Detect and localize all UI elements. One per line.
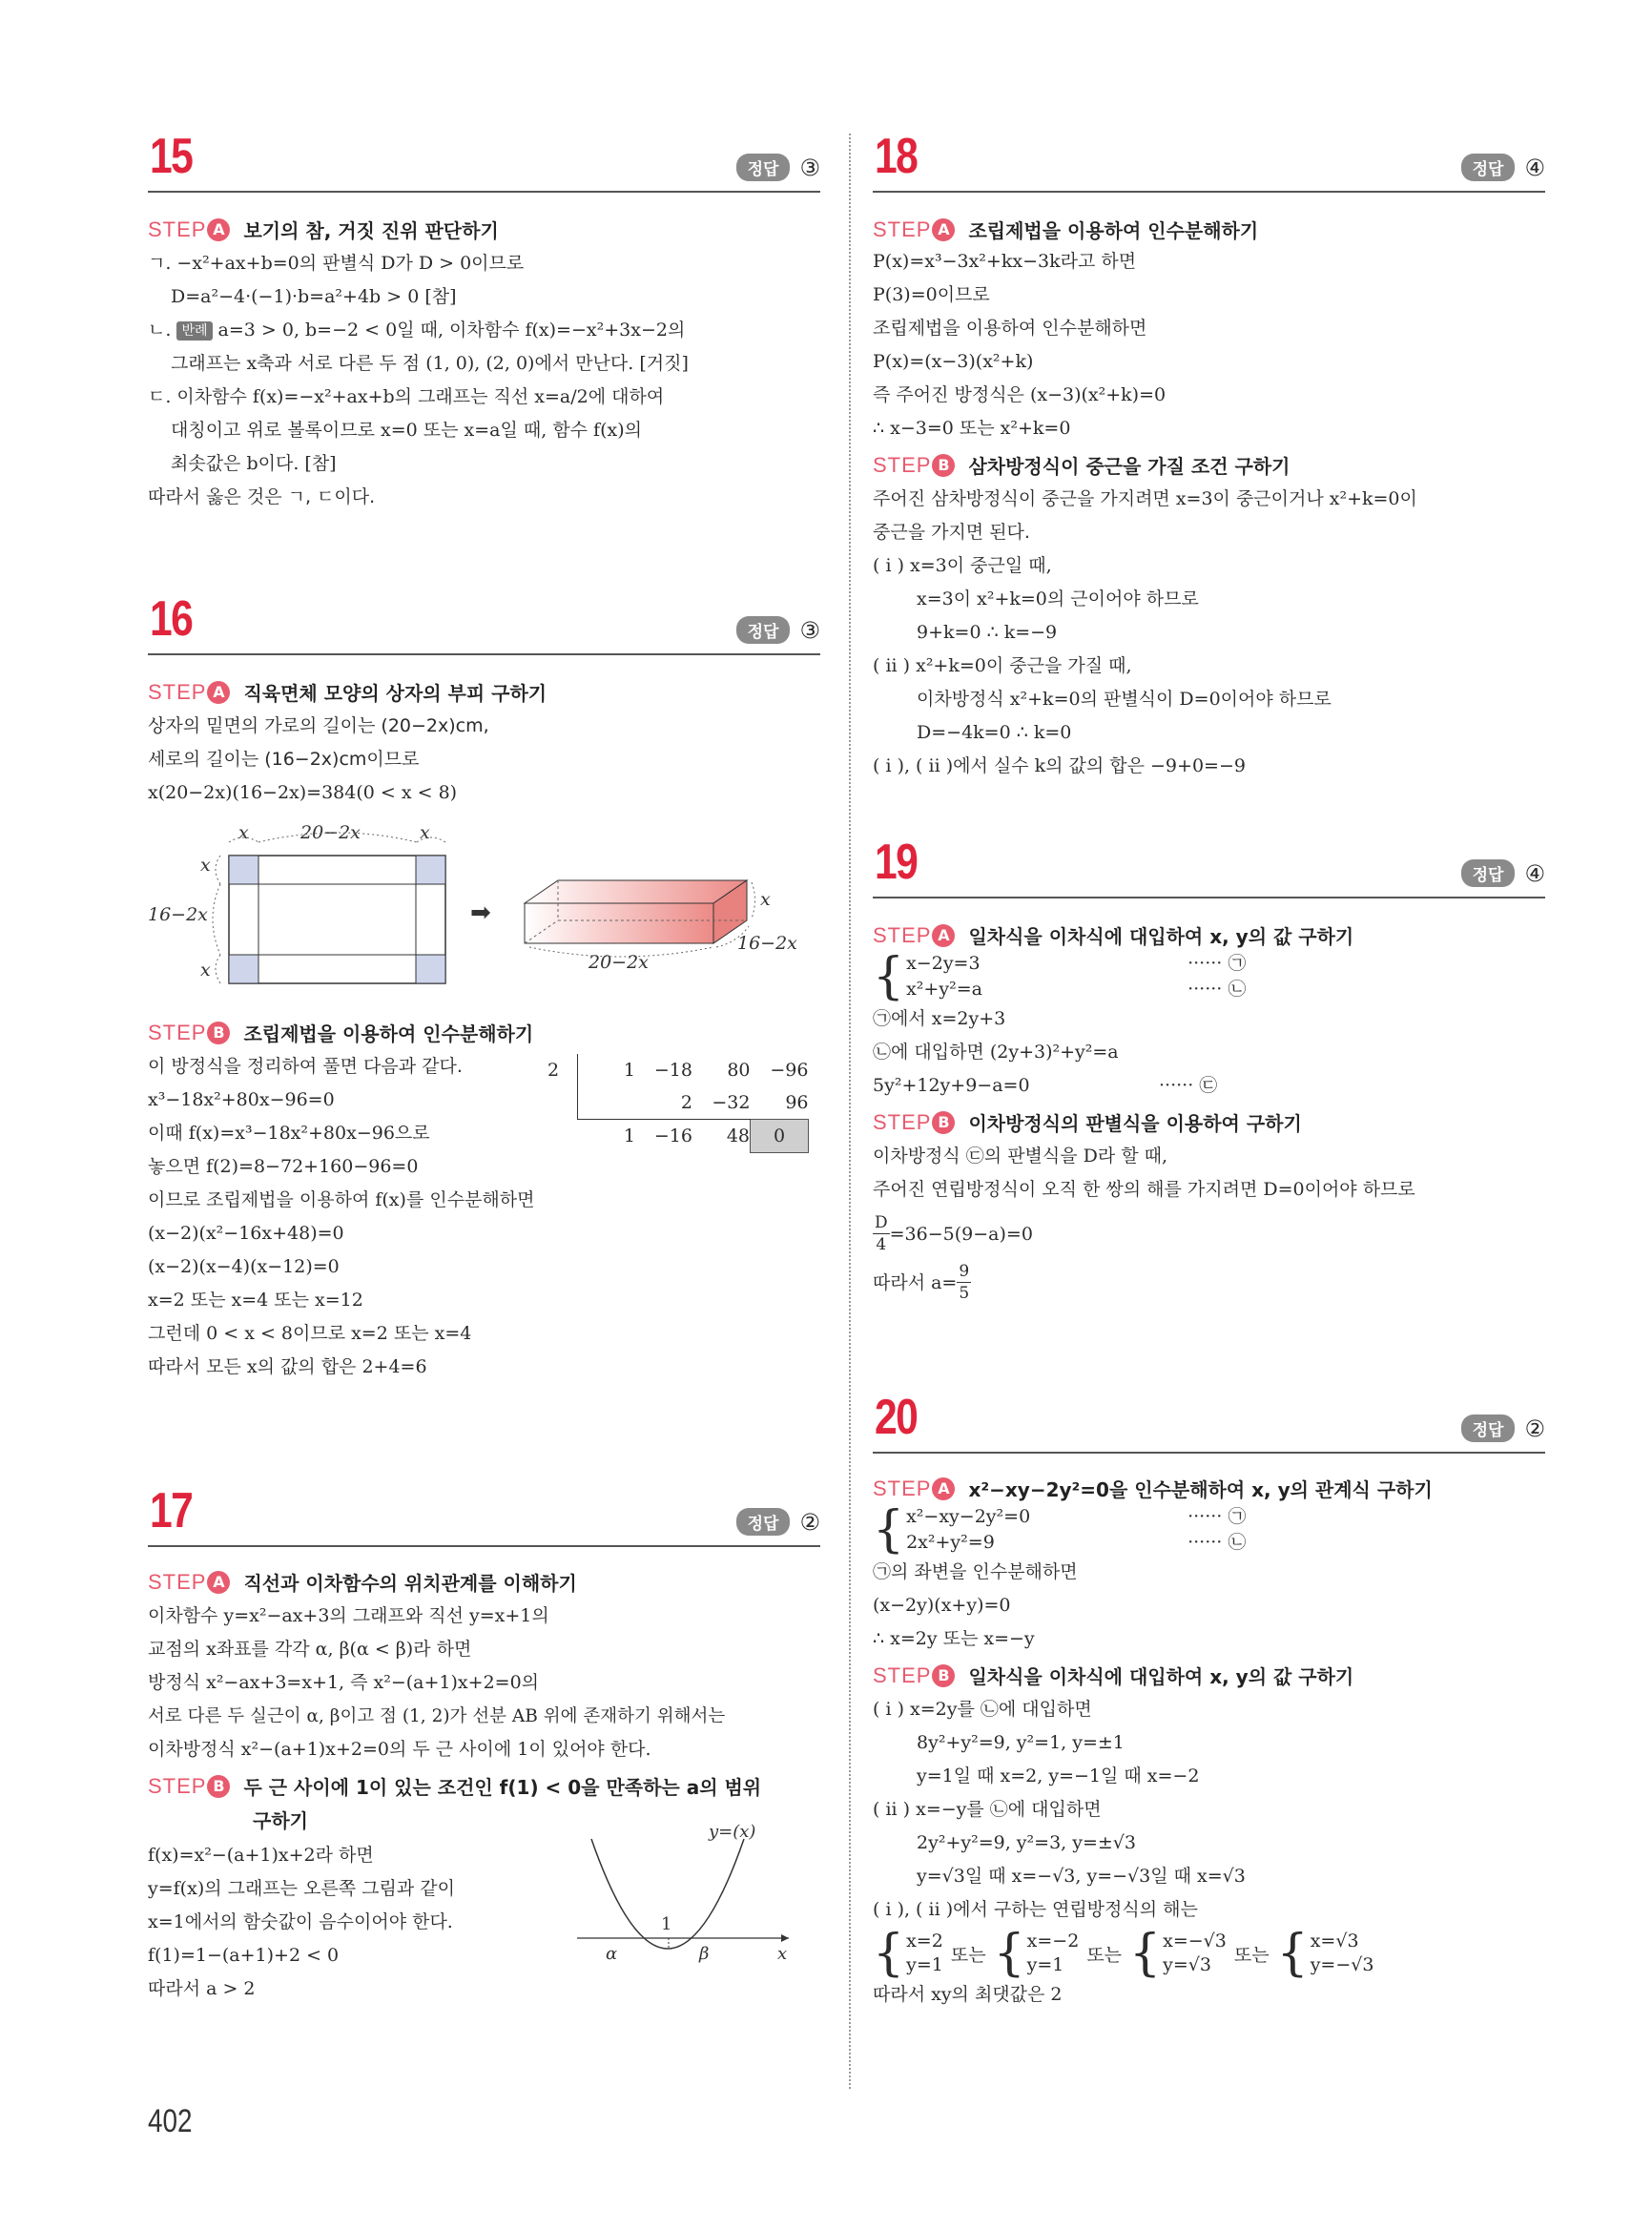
answer-value: ③ — [799, 154, 820, 181]
equation: x−2y=3 — [906, 953, 981, 974]
problem-number: 17 — [150, 1483, 193, 1538]
step-title: x²−xy−2y²=0을 인수분해하여 x, y의 관계식 구하기 — [968, 1478, 1433, 1501]
solution-x: x=−√3 — [1163, 1931, 1227, 1951]
text-line: ㄱ. −x²+ax+b=0의 판별식 D가 D > 0이므로 — [148, 253, 525, 274]
equation-tag: ······ ㉠ — [1187, 1506, 1247, 1527]
solution-y: y=1 — [906, 1954, 943, 1975]
column-divider — [849, 134, 851, 2089]
step-label: STEP — [873, 217, 932, 241]
text-line: 세로의 길이는 (16−2x)cm이므로 — [148, 749, 420, 770]
answer-box — [736, 154, 820, 181]
text-line: ( i ), ( ii )에서 실수 k의 값의 합은 −9+0=−9 — [873, 755, 1246, 776]
step-title: 삼차방정식이 중근을 가질 조건 구하기 — [968, 455, 1291, 478]
fraction-den: 4 — [876, 1235, 887, 1254]
synthetic-cell: 96 — [785, 1092, 809, 1113]
text-line: 이므로 조립제법을 이용하여 f(x)를 인수분해하면 — [148, 1189, 535, 1210]
problem-15 — [148, 129, 820, 514]
answer-box — [736, 616, 820, 644]
text-span: 따라서 a= — [873, 1271, 958, 1293]
step-b-heading — [148, 1019, 820, 1046]
answer-badge: 정답 — [736, 154, 791, 181]
fraction-den: 5 — [959, 1284, 970, 1303]
text-line: 따라서 모든 x의 값의 합은 2+4=6 — [148, 1356, 427, 1377]
dim-label-box-length: 20−2x — [589, 952, 649, 973]
problem-number: 20 — [875, 1390, 918, 1445]
answer-badge: 정답 — [736, 616, 791, 644]
net-outline — [229, 856, 445, 983]
problem-header — [873, 835, 1545, 898]
step-label: STEP — [148, 217, 207, 241]
synthetic-cell: 1 — [578, 1054, 636, 1086]
synthetic-cell: 48 — [692, 1120, 751, 1153]
text-line: ( i ), ( ii )에서 구하는 연립방정식의 해는 — [873, 1899, 1198, 1920]
x-axis-arrow — [781, 1934, 789, 1942]
step-letter: B — [932, 1664, 955, 1687]
text-line: ∴ x−3=0 또는 x²+k=0 — [873, 418, 1071, 439]
text-line: ( i ) x=3이 중근일 때, — [873, 555, 1052, 576]
problem-header — [873, 1390, 1545, 1454]
text-line: 따라서 xy의 최댓값은 2 — [873, 1984, 1063, 2005]
fraction-num: D — [875, 1213, 888, 1232]
text-line: ( ii ) x²+k=0이 중근을 가질 때, — [873, 655, 1132, 676]
solution-pair: { x=−√3 y=√3 — [1129, 1925, 1227, 1982]
synthetic-cell: 1 — [578, 1120, 636, 1153]
fraction-num: 9 — [959, 1262, 970, 1281]
arrow-icon: ➡ — [470, 898, 491, 927]
text-line: x³−18x²+80x−96=0 — [148, 1089, 335, 1110]
answer-value: ③ — [799, 616, 820, 644]
step-label: STEP — [873, 1662, 932, 1687]
problem-19 — [873, 835, 1545, 1310]
text-line: 이 방정식을 정리하여 풀면 다음과 같다. — [148, 1056, 463, 1077]
text-line: D=a²−4·(−1)·b=a²+4b > 0 [참] — [171, 286, 457, 307]
text-line: 8y²+y²=9, y²=1, y=±1 — [917, 1732, 1125, 1753]
text-line: 이차방정식 x²+k=0의 판별식이 D=0이어야 하므로 — [917, 689, 1332, 710]
solution-x: x=√3 — [1310, 1931, 1359, 1951]
text-line: ㉠의 좌변을 인수분해하면 — [873, 1561, 1078, 1582]
text-line: ( i ) x=2y를 ㉡에 대입하면 — [873, 1699, 1092, 1720]
text-line: 대칭이고 위로 볼록이므로 x=0 또는 x=a일 때, 함수 f(x)의 — [171, 420, 642, 441]
solution-y: y=√3 — [1163, 1954, 1211, 1975]
beta-label: β — [699, 1944, 710, 1964]
problem-18 — [873, 129, 1545, 783]
text-line: 놓으면 f(2)=8−72+160−96=0 — [148, 1156, 419, 1177]
synthetic-cell — [578, 1086, 636, 1120]
answer-badge: 정답 — [736, 1508, 791, 1536]
dim-label-box-depth: 16−2x — [737, 933, 797, 954]
text-line: ∴ x=2y 또는 x=−y — [873, 1628, 1035, 1649]
text-line: 최솟값은 b이다. [참] — [171, 453, 337, 474]
text-line: x=2 또는 x=4 또는 x=12 — [148, 1290, 363, 1311]
or-word: 또는 — [1233, 1944, 1270, 1966]
text-line: P(x)=x³−3x²+kx−3k라고 하면 — [873, 251, 1137, 272]
text-span: a=3 > 0, b=−2 < 0일 때, 이차함수 f(x)=−x²+3x−2의 — [217, 320, 686, 341]
equation-tag: ······ ㉡ — [1187, 1532, 1247, 1553]
step-a-heading — [148, 678, 820, 706]
step-a-heading — [148, 1568, 820, 1596]
dim-label-x: x — [420, 822, 430, 843]
synthetic-cell: −32 — [712, 1092, 751, 1113]
text-line: (x−2)(x²−16x+48)=0 — [148, 1223, 344, 1244]
text-line: P(3)=0이므로 — [873, 284, 990, 305]
or-word: 또는 — [950, 1944, 986, 1966]
step-title: 조립제법을 이용하여 인수분해하기 — [243, 1022, 534, 1045]
synthetic-cell: 80 — [727, 1060, 751, 1081]
solution-pair: { x=−2 y=1 — [993, 1925, 1080, 1982]
step-b-heading — [873, 1108, 1545, 1136]
final-line — [873, 1261, 1545, 1304]
step-b-heading — [148, 1772, 820, 1800]
text-line: 그런데 0 < x < 8이므로 x=2 또는 x=4 — [148, 1323, 472, 1344]
corner-square — [229, 955, 258, 983]
step-letter: B — [207, 1775, 230, 1798]
dim-label-top: 20−2x — [300, 822, 361, 843]
step-label: STEP — [148, 1773, 207, 1798]
equation: x²+y²=a — [906, 979, 982, 1000]
step-title: 보기의 참, 거짓 진위 판단하기 — [243, 219, 499, 242]
text-line: 조립제법을 이용하여 인수분해하면 — [873, 318, 1147, 339]
dim-label-box-height: x — [760, 889, 771, 910]
step-a-heading — [873, 1475, 1545, 1502]
text-line: 중근을 가지면 된다. — [873, 522, 1030, 543]
corner-square — [416, 955, 445, 983]
box-front-face — [525, 903, 713, 943]
text-line: D=−4k=0 ∴ k=0 — [917, 722, 1072, 743]
synthetic-cell: −16 — [635, 1120, 692, 1153]
step-label: STEP — [873, 922, 932, 947]
dim-arc — [752, 882, 755, 919]
synthetic-division-table — [529, 1054, 809, 1153]
step-a-heading — [873, 921, 1545, 949]
brace-icon: { — [873, 1501, 905, 1559]
dim-label-x: x — [200, 855, 211, 876]
text-line: 2y²+y²=9, y²=3, y=±√3 — [917, 1832, 1137, 1853]
curve-label: y=(x) — [709, 1822, 756, 1842]
fraction — [957, 1261, 971, 1304]
text-line: 이때 f(x)=x³−18x²+80x−96으로 — [148, 1123, 430, 1144]
step-letter: B — [207, 1022, 230, 1044]
problem-number: 15 — [150, 129, 193, 184]
solution-y: y=1 — [1026, 1954, 1064, 1975]
or-word: 또는 — [1086, 1944, 1123, 1966]
text-line: ㉠에서 x=2y+3 — [873, 1008, 1006, 1029]
step-b-heading — [873, 451, 1545, 479]
step-label: STEP — [873, 1109, 932, 1134]
answer-box — [1461, 859, 1545, 887]
dim-arc — [216, 955, 220, 983]
problem-number: 16 — [150, 591, 193, 647]
step-label: STEP — [148, 679, 207, 704]
box-net-figure — [148, 814, 820, 1009]
answer-box — [736, 1508, 820, 1536]
parabola-graph — [568, 1820, 796, 1982]
problem-header — [148, 129, 820, 193]
synthetic-cell: 2 — [680, 1092, 692, 1113]
text-line: y=1일 때 x=2, y=−1일 때 x=−2 — [917, 1765, 1200, 1786]
text-line: P(x)=(x−3)(x²+k) — [873, 351, 1034, 372]
equation-tag: ······ ㉠ — [1187, 953, 1247, 974]
text-line: 9+k=0 ∴ k=−9 — [917, 622, 1058, 643]
answer-value: ② — [799, 1508, 820, 1536]
problem-number: 18 — [875, 129, 918, 184]
answer-value: ② — [1524, 1414, 1545, 1442]
equation-system — [873, 948, 1545, 1005]
step-title: 두 근 사이에 1이 있는 조건인 f(1) < 0을 만족하는 a의 범위 — [243, 1776, 762, 1799]
synthetic-cell: −96 — [770, 1060, 809, 1081]
corner-square — [229, 856, 258, 884]
fraction-line — [873, 1212, 1545, 1255]
brace-icon: { — [873, 948, 905, 1005]
text-line: y=√3일 때 x=−√3, y=−√3일 때 x=√3 — [917, 1866, 1246, 1887]
tick-label-1: 1 — [661, 1914, 672, 1934]
problem-16 — [148, 591, 820, 1384]
solution-pair: { x=√3 y=−√3 — [1276, 1925, 1374, 1982]
text-line — [148, 314, 820, 347]
step-a-heading — [873, 216, 1545, 243]
step-letter: A — [932, 924, 955, 947]
text-line: 따라서 a > 2 — [148, 1978, 256, 1999]
problem-header — [148, 591, 820, 655]
text-line: 그래프는 x축과 서로 다른 두 점 (1, 0), (2, 0)에서 만난다. [거짓] — [171, 353, 689, 374]
step-label: STEP — [148, 1020, 207, 1044]
step-title: 일차식을 이차식에 대입하여 x, y의 값 구하기 — [968, 1665, 1354, 1688]
dim-label-x: x — [200, 960, 211, 981]
text-line: 이차방정식 ㉢의 판별식을 D라 할 때, — [873, 1146, 1168, 1167]
step-b-heading — [873, 1662, 1545, 1689]
step-letter: A — [932, 1477, 955, 1500]
problem-20 — [873, 1390, 1545, 2012]
fraction — [873, 1212, 890, 1255]
step-a-heading — [148, 216, 820, 243]
text-line: 서로 다른 두 실근이 α, β이고 점 (1, 2)가 선분 AB 위에 존재하기 위해서는 — [148, 1706, 726, 1726]
counterexample-badge: 반례 — [176, 321, 212, 341]
solution-y: y=−√3 — [1310, 1954, 1374, 1975]
solution-x: x=−2 — [1026, 1931, 1080, 1951]
step-title: 직육면체 모양의 상자의 부피 구하기 — [243, 682, 547, 705]
answer-box — [1461, 154, 1545, 181]
text-line: 상자의 밑면의 가로의 길이는 (20−2x)cm, — [148, 715, 489, 736]
corner-square — [416, 856, 445, 884]
step-title: 일차식을 이차식에 대입하여 x, y의 값 구하기 — [968, 925, 1354, 948]
answer-box — [1461, 1414, 1545, 1442]
text-line: ㉡에 대입하면 (2y+3)²+y²=a — [873, 1042, 1119, 1063]
text-line: 즉 주어진 방정식은 (x−3)(x²+k)=0 — [873, 384, 1167, 405]
x-axis-label: x — [777, 1944, 788, 1964]
text-line — [873, 1069, 1545, 1103]
equation: 2x²+y²=9 — [906, 1532, 995, 1553]
problem-header — [148, 1483, 820, 1547]
text-line: x=3이 x²+k=0의 근이어야 하므로 — [917, 588, 1199, 609]
text-line: f(x)=x²−(a+1)x+2라 하면 — [148, 1845, 374, 1866]
text-line: 이차방정식 x²−(a+1)x+2=0의 두 근 사이에 1이 있어야 한다. — [148, 1739, 651, 1760]
alpha-label: α — [606, 1944, 618, 1964]
step-letter: A — [207, 1571, 230, 1594]
step-letter: A — [207, 218, 230, 241]
answer-badge: 정답 — [1461, 1414, 1516, 1442]
dim-arc — [216, 856, 220, 884]
text-line: y=f(x)의 그래프는 오른쪽 그림과 같이 — [148, 1878, 455, 1899]
solution-set — [873, 1925, 1545, 1982]
dim-label-side: 16−2x — [148, 904, 208, 925]
problem-header — [873, 129, 1545, 193]
solution-x: x=2 — [906, 1931, 943, 1951]
page-number: 402 — [148, 2103, 193, 2139]
step-letter: B — [932, 1111, 955, 1134]
item-prefix: ㄴ. — [148, 320, 172, 341]
text-line: 주어진 삼차방정식이 중근을 가지려면 x=3이 중근이거나 x²+k=0이 — [873, 488, 1417, 509]
text-line: 이차함수 y=x²−ax+3의 그래프와 직선 y=x+1의 — [148, 1605, 549, 1626]
equation-system — [873, 1501, 1545, 1559]
problem-17 — [148, 1483, 820, 2006]
step-letter: B — [932, 454, 955, 477]
step-label: STEP — [873, 1476, 932, 1500]
step-label: STEP — [148, 1569, 207, 1594]
problem-number: 19 — [875, 835, 918, 890]
dim-label-x: x — [238, 822, 249, 843]
step-label: STEP — [873, 452, 932, 477]
step-letter: A — [207, 681, 230, 704]
synthetic-root: 2 — [547, 1060, 560, 1081]
text-line: ( ii ) x=−y를 ㉡에 대입하면 — [873, 1799, 1102, 1820]
equation: x²−xy−2y²=0 — [906, 1506, 1031, 1527]
synthetic-remainder: 0 — [751, 1120, 809, 1153]
synthetic-cell: −18 — [653, 1060, 692, 1081]
step-title: 조립제법을 이용하여 인수분해하기 — [968, 219, 1259, 242]
text-line: 따라서 옳은 것은 ㄱ, ㄷ이다. — [148, 486, 376, 507]
equation: =36−5(9−a)=0 — [889, 1223, 1033, 1245]
solution-pair: { x=2 y=1 — [873, 1925, 943, 1982]
answer-badge: 정답 — [1461, 154, 1516, 181]
text-line: 교점의 x좌표를 각각 α, β(α < β)라 하면 — [148, 1639, 472, 1660]
text-line: x(20−2x)(16−2x)=384(0 < x < 8) — [148, 782, 458, 803]
equation-tag: ······ ㉡ — [1187, 979, 1247, 1000]
text-line: f(1)=1−(a+1)+2 < 0 — [148, 1945, 340, 1966]
dim-arc — [213, 884, 220, 955]
text-line: (x−2)(x−4)(x−12)=0 — [148, 1256, 340, 1277]
answer-value: ④ — [1524, 859, 1545, 887]
text-line: 방정식 x²−ax+3=x+1, 즉 x²−(a+1)x+2=0의 — [148, 1672, 540, 1693]
answer-badge: 정답 — [1461, 859, 1516, 887]
step-title: 직선과 이차함수의 위치관계를 이해하기 — [243, 1572, 577, 1595]
equation: 5y²+12y+9−a=0 — [873, 1075, 1030, 1096]
text-line: x=1에서의 함숫값이 음수이어야 한다. — [148, 1911, 453, 1932]
step-title: 이차방정식의 판별식을 이용하여 구하기 — [968, 1112, 1302, 1135]
step-letter: A — [932, 218, 955, 241]
text-line: 주어진 연립방정식이 오직 한 쌍의 해를 가지려면 D=0이어야 하므로 — [873, 1179, 1415, 1200]
text-line: (x−2y)(x+y)=0 — [873, 1595, 1011, 1616]
text-line: ㄷ. 이차함수 f(x)=−x²+ax+b의 그래프는 직선 x=a/2에 대하여 — [148, 386, 665, 407]
equation-tag: ······ ㉢ — [1159, 1075, 1218, 1096]
answer-value: ④ — [1524, 154, 1545, 181]
step-title: 구하기 — [253, 1809, 308, 1832]
